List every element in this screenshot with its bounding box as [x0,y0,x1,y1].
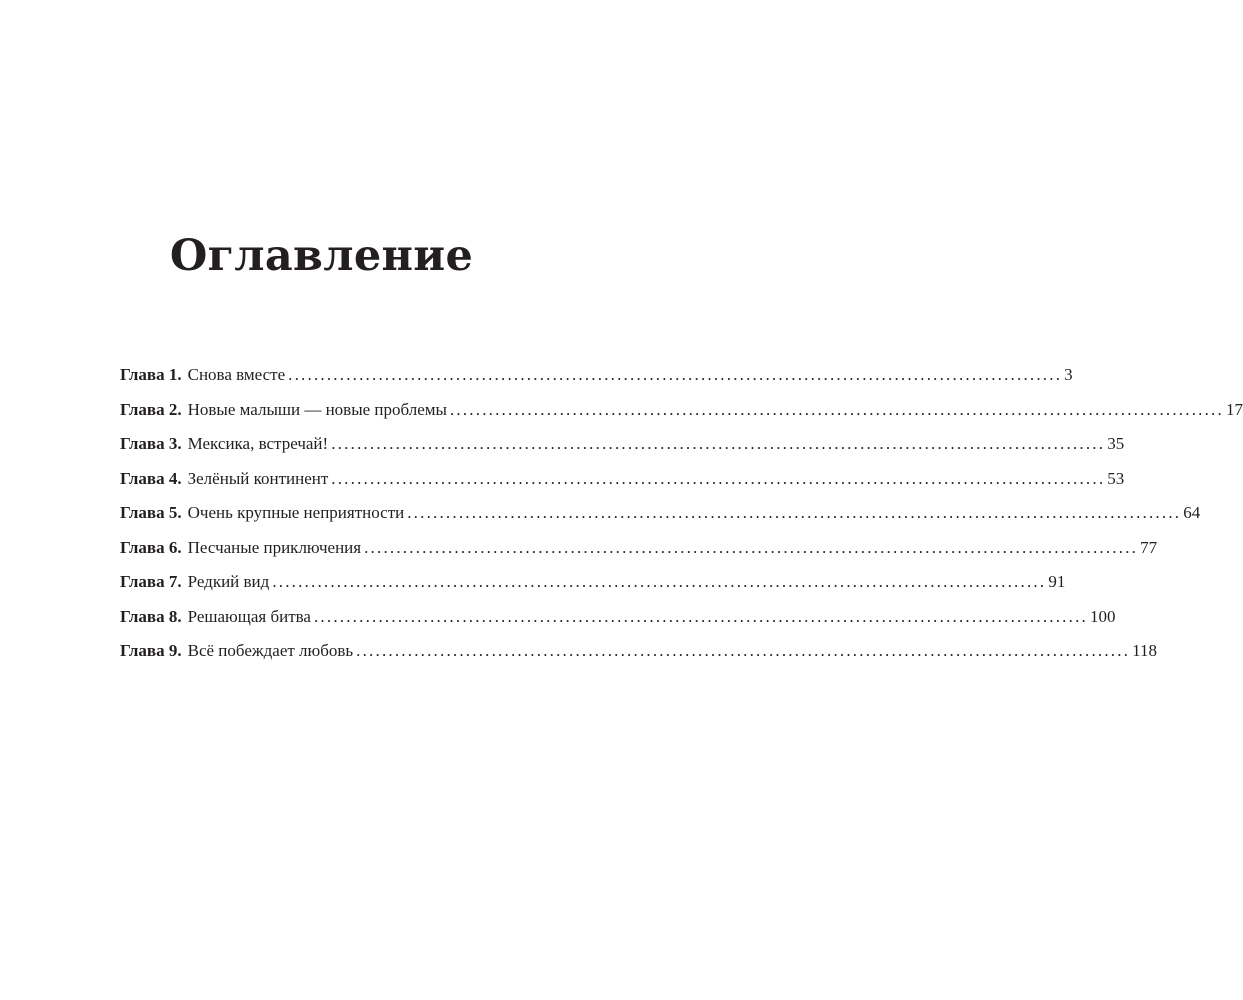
chapter-label: Глава 3. [120,434,182,453]
page-number: 77 [1140,537,1158,557]
toc-entry [120,531,1158,566]
chapter-title: Всё побеждает любовь [187,641,354,660]
toc-entry [120,565,1066,600]
chapter-label: Глава 8. [120,606,182,626]
chapter-title: Редкий вид [187,572,270,591]
dot-leader: ........................................................................................................................ [331,434,1106,453]
toc-entry [120,496,1201,531]
dot-leader: ........................................................................................................................ [356,641,1131,660]
chapter-title: Песчаные приключения [187,537,362,557]
chapter-label: Глава 7. [120,572,182,591]
chapter-title: Снова вместе [187,365,286,384]
page-number: 35 [1107,434,1125,453]
toc-entry [120,427,1125,462]
chapter-title: Новые малыши — новые проблемы [187,399,447,419]
page-number: 118 [1132,641,1158,660]
toc-entry [120,358,1073,393]
chapter-title: Очень крупные неприятности [187,503,405,522]
dot-leader: ........................................................................................................................ [407,503,1182,522]
chapter-label: Глава 2. [120,399,182,419]
chapter-label: Глава 1. [120,365,182,384]
dot-leader: ........................................................................................................................ [288,365,1063,384]
page-number: 64 [1183,503,1201,522]
dot-leader: ........................................................................................................................ [272,572,1047,591]
chapter-label: Глава 6. [120,537,182,557]
page-number: 3 [1064,365,1073,384]
toc-entry [120,600,1116,635]
chapter-title: Решающая битва [187,606,311,626]
page-number: 91 [1048,572,1066,591]
page-number: 17 [1225,399,1243,419]
dot-leader: ........................................................................................................................ [313,606,1088,626]
table-of-contents [120,358,1243,669]
chapter-title: Мексика, встречай! [187,434,329,453]
page-number: 100 [1089,606,1116,626]
toc-entry [120,634,1158,669]
page-number: 53 [1107,468,1125,488]
dot-leader: ........................................................................................................................ [449,399,1224,419]
chapter-title: Зелёный континент [187,468,329,488]
page-title: Оглавление [169,231,474,281]
chapter-label: Глава 5. [120,503,182,522]
dot-leader: ........................................................................................................................ [364,537,1139,557]
chapter-label: Глава 4. [120,468,182,488]
toc-entry [120,462,1125,497]
toc-entry [120,393,1243,428]
chapter-label: Глава 9. [120,641,182,660]
dot-leader: ........................................................................................................................ [331,468,1106,488]
